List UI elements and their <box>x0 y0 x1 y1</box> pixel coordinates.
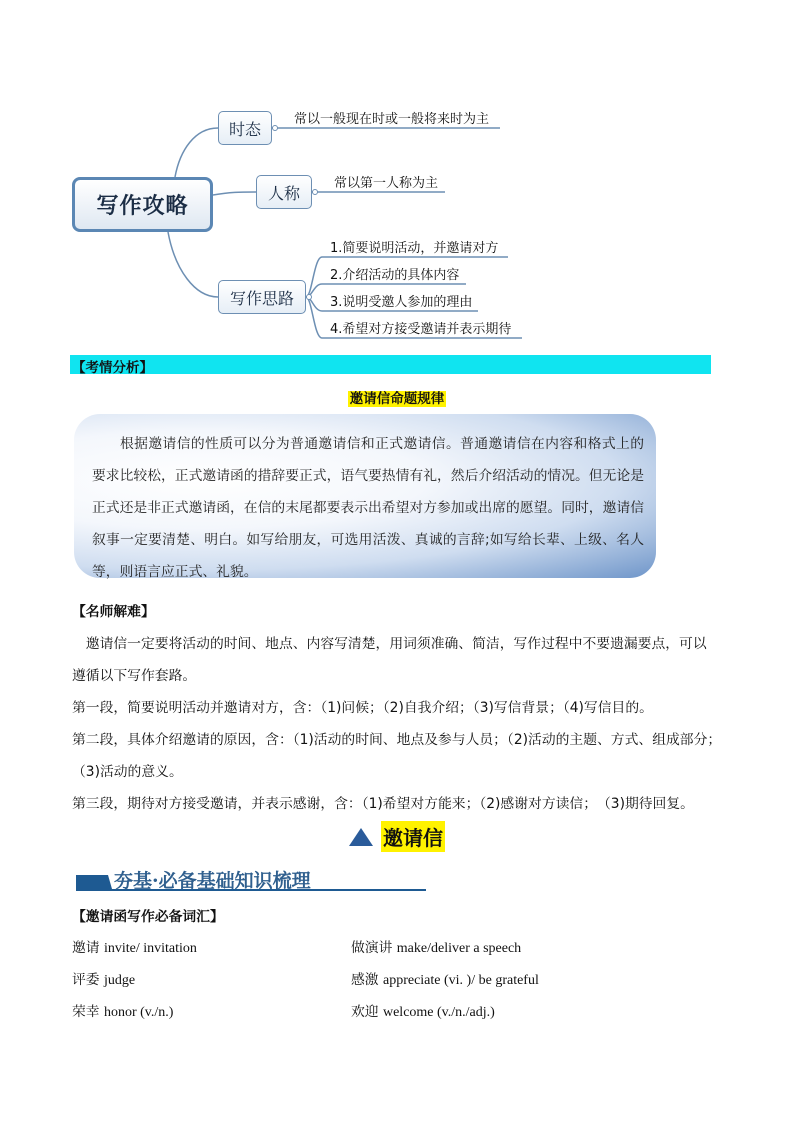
rule-box <box>74 414 656 578</box>
section-header-label: 【考情分析】 <box>72 360 153 376</box>
vocab-en: judge <box>103 973 136 988</box>
mind-map-node-person: 人称 <box>256 175 312 209</box>
mind-map-node-approach: 写作思路 <box>218 280 306 314</box>
vocab-item <box>351 968 539 989</box>
mind-map-leaf: 1.简要说明活动，并邀请对方 <box>330 241 499 256</box>
rule-title-text: 邀请信命题规律 <box>349 391 445 407</box>
triangle-icon <box>349 828 373 846</box>
expert-heading: 【名师解难】 <box>72 604 155 620</box>
expert-line: 第二段，具体介绍邀请的原因，含：（1)活动的时间、地点及参与人员；（2)活动的主题、方式、组成部分； <box>72 732 722 748</box>
expert-section <box>72 596 724 820</box>
mind-map-leaf: 常以第一人称为主 <box>334 176 439 191</box>
mind-map-leaf: 3.说明受邀人参加的理由 <box>330 295 473 310</box>
vocab-heading: 【邀请函写作必备词汇】 <box>72 909 224 925</box>
vocab-cn: 评委 <box>72 972 100 988</box>
mind-map-leaf: 常以一般现在时或一般将来时为主 <box>294 112 490 127</box>
expert-line: 邀请信一定要将活动的时间、地点、内容写清楚，用词须准确、简洁，写作过程中不要遗漏要点，可以 <box>72 636 707 652</box>
mind-map-leaf: 2.介绍活动的具体内容 <box>330 268 460 283</box>
mind-map-node-tense: 时态 <box>218 111 272 145</box>
vocab-cn: 做演讲 <box>351 940 393 956</box>
vocab-item <box>72 1000 173 1021</box>
vocab-item <box>72 968 135 989</box>
invite-heading <box>0 821 794 852</box>
vocab-item <box>351 1000 495 1021</box>
expert-line: 第三段，期待对方接受邀请，并表示感谢，含：（1)希望对方能来；（2)感谢对方读信； （3)期待回复。 <box>72 796 694 812</box>
expert-line: （3)活动的意义。 <box>72 764 183 780</box>
expert-line: 遵循以下写作套路。 <box>72 668 197 684</box>
vocab-cn: 荣幸 <box>72 1004 100 1020</box>
mind-map <box>0 0 794 350</box>
vocab-en: make/deliver a speech <box>396 941 522 956</box>
vocab-cn: 欢迎 <box>351 1004 379 1020</box>
vocab-en: appreciate (vi. )/ be grateful <box>382 973 539 988</box>
vocab-en: invite/ invitation <box>103 941 197 956</box>
section-header-analysis <box>70 355 711 374</box>
vocab-en: honor (v./n.) <box>103 1005 174 1020</box>
knowledge-banner-title: 夯基·必备基础知识梳理 <box>114 870 311 892</box>
mind-map-root: 写作攻略 <box>72 177 213 232</box>
expert-line: 第一段，简要说明活动并邀请对方，含：（1)问候；（2)自我介绍；（3)写信背景；（4)写信目的。 <box>72 700 653 716</box>
mind-map-leaf: 4.希望对方接受邀请并表示期待 <box>330 322 512 337</box>
vocab-cn: 感激 <box>351 972 379 988</box>
vocab-en: welcome (v./n./adj.) <box>382 1005 495 1020</box>
vocab-item <box>72 936 197 957</box>
knowledge-banner <box>72 865 432 895</box>
rule-title <box>0 387 794 407</box>
rule-text: 根据邀请信的性质可以分为普通邀请信和正式邀请信。普通邀请信在内容和格式上的要求比较松，正式邀请函的措辞要正式，语气要热情有礼，然后介绍活动的情况。但无论是正式还是非正式邀请函，在信的末尾都要表示出希望对方参加或出席的愿望。同时，邀请信叙事一定要清楚、明白。如写给朋友，可选用活泼、真诚的言辞;如写给长辈、上级、名人等，则语言应正式、礼貌。 <box>92 436 644 580</box>
invite-heading-text: 邀请信 <box>381 821 445 852</box>
vocab-item <box>351 936 521 957</box>
vocab-cn: 邀请 <box>72 940 100 956</box>
